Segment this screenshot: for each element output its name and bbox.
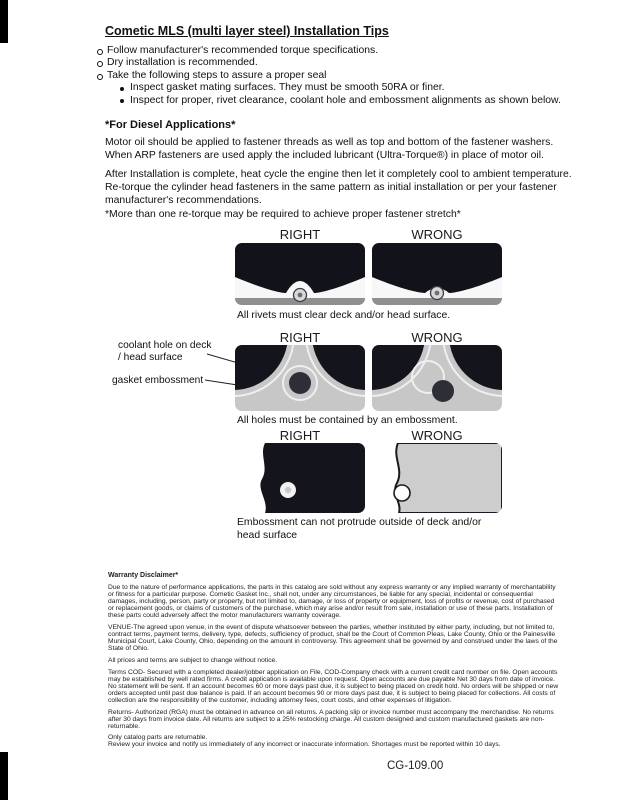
retorque-note: *More than one re-torque may be required to achieve proper fastener stretch* xyxy=(105,209,461,220)
annotation-gasket-embossment: gasket embossment xyxy=(112,375,204,386)
diagram-embossment-right-image xyxy=(235,443,365,513)
warranty-paragraph: Terms COD- Secured with a completed dealer/jobber application on File, COD-Company check with a current credit card number on file. Open accounts may be established by well rated firms. A credit application is available upon request. Open accounts are due payable Net 30 days from date of invoice. No statement will be sent. If an account becomes 60 or more days past due, it is subject to being placed on credit hold. No orders will be shipped or new orders accepted until past due balance is paid. If an account becomes 90 or more days past due, it is subject to being placed for collections. All costs of collection are the responsibility of the customer, including attorney fees, court costs, and other expenses of litigation. xyxy=(108,668,559,704)
installation-tips-list xyxy=(96,45,582,107)
diagram-holes-right-image xyxy=(235,345,365,411)
right-label: RIGHT xyxy=(279,227,321,242)
document-number: CG-109.00 xyxy=(387,760,444,772)
tip-item: Dry installation is recommended. xyxy=(96,57,582,69)
warranty-disclaimer-section xyxy=(108,572,560,753)
page-title: Cometic MLS (multi layer steel) Installation Tips xyxy=(105,24,389,38)
scan-artifact-top xyxy=(0,0,8,43)
warranty-heading: Warranty Disclaimer* xyxy=(108,572,179,579)
warranty-paragraph: Only catalog parts are returnable. xyxy=(108,734,208,742)
wrong-label: WRONG xyxy=(411,330,463,345)
warranty-paragraph: Returns- Authorized (RGA) must be obtained in advance on all returns. A packing slip or invoice number must accompany the merchandise. No returns after 30 days from invoice date. All returns are subject to a 25% restocking charge. All custom designed and custom manufactured gaskets are non-returnable. xyxy=(108,708,554,730)
wrong-label: WRONG xyxy=(411,428,463,443)
diesel-applications-heading: *For Diesel Applications* xyxy=(105,119,236,131)
diesel-paragraph-2: After Installation is complete, heat cycle the engine then let it completely cool to ambient temperature. Re-torque the cylinder head fasteners in the same pattern as initial installation or per your fastener manufacturer's recommendations. xyxy=(105,169,572,206)
diagram-embossment-wrong-image xyxy=(372,443,502,513)
diagram-caption-embossment: Embossment can not protrude outside of deck and/or head surface xyxy=(237,517,482,541)
diagram-caption-rivets: All rivets must clear deck and/or head surface. xyxy=(237,310,451,321)
right-label: RIGHT xyxy=(279,428,321,443)
tip-item: Take the following steps to assure a proper seal xyxy=(96,70,582,82)
right-label: RIGHT xyxy=(279,330,321,345)
diagram-caption-holes: All holes must be contained by an embossment. xyxy=(237,415,458,426)
tip-item: Follow manufacturer's recommended torque specifications. xyxy=(96,45,582,57)
warranty-paragraph: VENUE-The agreed upon venue, in the event of dispute whatsoever between the parties, whether instituted by either party, including, but not limited to, contract terms, payment terms, delivery, type, defects, sufficiency of product, shall be the Court of Common Pleas, Lake County, Ohio or the Painesville Municipal Court, Lake County, Ohio, depending on the amount in controversy. This agreement shall be governed by and construed under the laws of the State of Ohio. xyxy=(108,624,558,653)
wrong-label: WRONG xyxy=(411,227,463,242)
warranty-paragraph: All prices and terms are subject to change without notice. xyxy=(108,656,278,664)
warranty-paragraph: Due to the nature of performance applications, the parts in this catalog are sold without any express warranty or any implied warranty of merchantability or fitness for a particular purpose. Cometic Gasket Inc., shall not, under any circumstances, be liable for any special, incidental or consequential damages, including, person, party or property, but not limited to, damage, or loss of property or equipment, loss of profits or revenue, cost of purchased or replacement goods, or claims of customers of the purchase, which may arise and/or result from sale, installation or use of these parts. Installation of these parts could adversely affect the motor manufacturers warranty coverage. xyxy=(108,584,556,620)
warranty-paragraph: Review your invoice and notify us immediately of any incorrect or inaccurate information. Shortages must be reported within 10 days. xyxy=(108,741,501,749)
diagram-holes-wrong-image xyxy=(372,345,502,411)
annotation-coolant-hole: coolant hole on deck / head surface xyxy=(118,340,212,363)
scan-artifact-bottom xyxy=(0,752,8,800)
diagram-rivet-wrong-image xyxy=(372,243,502,305)
diesel-paragraph-1: Motor oil should be applied to fastener threads as well as top and bottom of the fastener washers. When ARP fasteners are used apply the included lubricant (Ultra-Torque®) in place of motor oil. xyxy=(105,137,554,161)
tip-subitem: Inspect for proper, rivet clearance, coolant hole and embossment alignments as shown below. xyxy=(119,95,582,107)
tip-subitem: Inspect gasket mating surfaces. They must be smooth 50RA or finer. xyxy=(119,82,582,94)
diagram-rivet-right-image xyxy=(235,243,365,305)
